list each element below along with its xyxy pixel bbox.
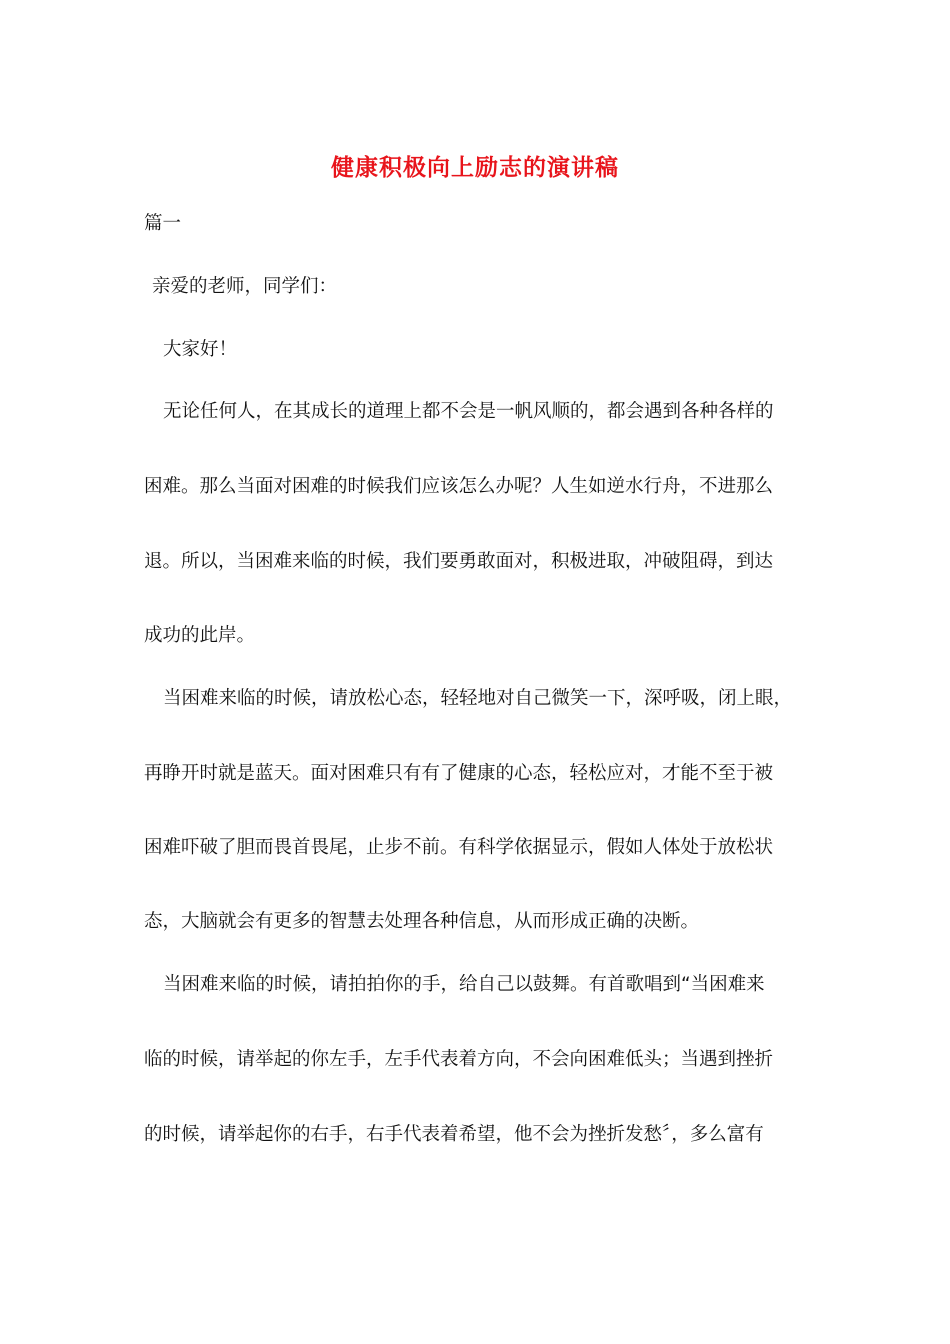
paragraph-3-line-2: 临的时候，请举起的你左手，左手代表着方向，不会向困难低头；当遇到挫折 (144, 1049, 774, 1070)
paragraph-3-line-1: 当困难来临的时候，请拍拍你的手，给自己以鼓舞。有首歌唱到“当困难来 (163, 974, 765, 995)
paragraph-3-line-3: 的时候，请举起你的右手，右手代表着希望，他不会为挫折发愁〞，多么富有 (144, 1124, 764, 1145)
greeting: 大家好！ (163, 339, 238, 360)
paragraph-2-line-3: 困难吓破了胆而畏首畏尾，止步不前。有科学依据显示，假如人体处于放松状 (144, 837, 774, 858)
section-label: 篇一 (144, 213, 182, 234)
paragraph-2-line-4: 态，大脑就会有更多的智慧去处理各种信息，从而形成正确的决断。 (144, 911, 700, 932)
paragraph-1-line-3: 退。所以，当困难来临的时候，我们要勇敢面对，积极进取，冲破阻碍，到达 (144, 551, 774, 572)
salutation: 亲爱的老师，同学们： (152, 276, 338, 297)
document-title: 健康积极向上励志的演讲稿 (331, 154, 619, 181)
paragraph-1-line-1: 无论任何人，在其成长的道理上都不会是一帆风顺的，都会遇到各种各样的 (163, 401, 774, 422)
paragraph-2-line-1: 当困难来临的时候，请放松心态，轻轻地对自己微笑一下，深呼吸，闭上眼， (163, 688, 793, 709)
paragraph-1-line-4: 成功的此岸。 (144, 625, 256, 646)
paragraph-1-line-2: 困难。那么当面对困难的时候我们应该怎么办呢？人生如逆水行舟，不进那么 (144, 476, 774, 497)
paragraph-2-line-2: 再睁开时就是蓝天。面对困难只有有了健康的心态，轻松应对，才能不至于被 (144, 763, 774, 784)
